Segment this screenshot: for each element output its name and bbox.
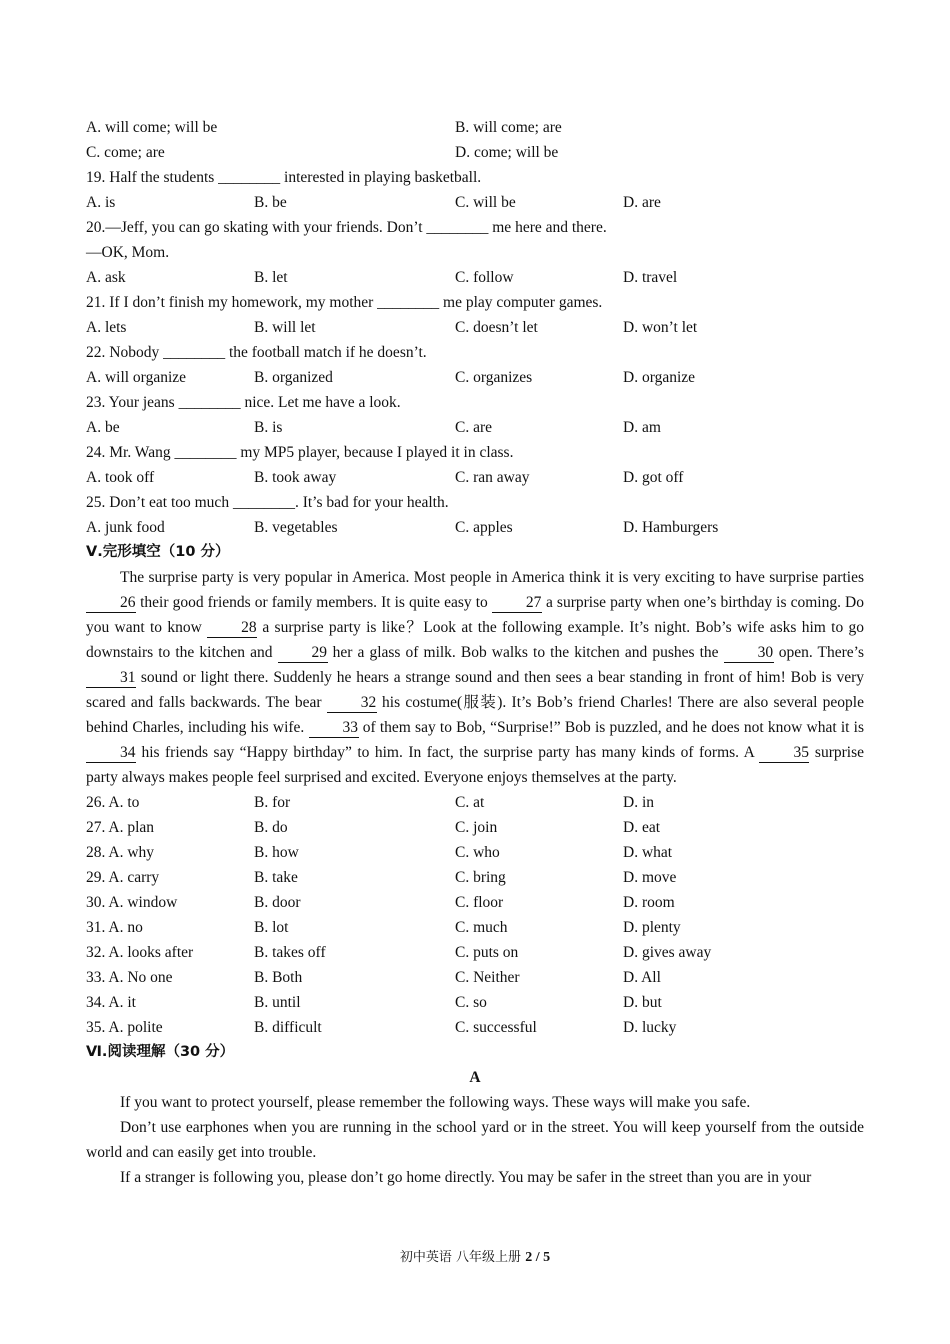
option: B. took away [254,469,337,486]
footer-text: 初中英语 八年级上册 [399,1250,526,1265]
answer-blank: 26 [86,594,136,613]
option: A. lets [86,319,127,336]
option: C. who [455,844,500,861]
option: C. doesn’t let [455,319,538,336]
answer-blank: 32 [327,694,377,713]
question-stem: 23. Your jeans ________ nice. Let me have a look. [86,394,401,411]
option: 30. A. window [86,894,178,911]
option: C. join [455,819,498,836]
passage-text: open. There’s [773,644,864,661]
section-title-reading: Ⅵ.阅读理解（30 分） [86,1044,235,1060]
option: A. ask [86,269,126,286]
option: D. in [623,794,654,811]
cloze-options-row [86,965,864,990]
option: B. vegetables [254,519,338,536]
question-stem: 21. If I don’t finish my homework, my mother ________ me play computer games. [86,294,603,311]
option: B. lot [254,919,289,936]
option: 27. A. plan [86,819,155,836]
option: B. be [254,194,287,211]
section-title-cloze: Ⅴ.完形填空（10 分） [86,544,230,560]
answer-blank: 35 [759,744,809,763]
option: B. let [254,269,288,286]
option: B. difficult [254,1019,322,1036]
passage-text: her a glass of milk. Bob walks to the kitchen and pushes the [327,644,724,661]
passage-text: of them say to Bob, “Surprise!” Bob is puzzled, and he does not know what it is [358,719,864,736]
option: D. move [623,869,677,886]
option: 35. A. polite [86,1019,163,1036]
option: C. will be [455,194,516,211]
answer-blank: 30 [724,644,774,663]
option: C. successful [455,1019,537,1036]
option: C. are [455,419,493,436]
option: 33. A. No one [86,969,173,986]
q18-options-row-2 [86,140,864,165]
option: A. be [86,419,120,436]
option: B. takes off [254,944,326,961]
cloze-options-row [86,815,864,840]
option: C. follow [455,269,514,286]
page-footer [0,1246,950,1266]
question-options [86,315,864,340]
option: 26. A. to [86,794,140,811]
option: 29. A. carry [86,869,160,886]
question-stem: 24. Mr. Wang ________ my MP5 player, because I played it in class. [86,444,514,461]
option: D. but [623,994,662,1011]
answer-blank: 34 [86,744,136,763]
option: B. do [254,819,288,836]
option: D. what [623,844,673,861]
option: D. plenty [623,919,681,936]
option: C. floor [455,894,504,911]
option: D. won’t let [623,319,698,336]
option: D. are [623,194,661,211]
question-stem: 25. Don’t eat too much ________. It’s bad for your health. [86,494,449,511]
passage-text: surprise party always makes people feel surprised and excited. Everyone enjoys themselves at the party. [86,744,864,786]
option: B. for [254,794,291,811]
question-stem: 19. Half the students ________ interested in playing basketball. [86,169,482,186]
q18-options-row-1 [86,115,864,140]
option: D. come; will be [455,144,559,161]
option: D. eat [623,819,661,836]
cloze-options-row [86,940,864,965]
option: C. Neither [455,969,520,986]
passage-label: A [469,1069,481,1086]
option: B. door [254,894,301,911]
cloze-options-row [86,865,864,890]
option: D. room [623,894,675,911]
option: B. take [254,869,298,886]
question-options [86,190,864,215]
option: 34. A. it [86,994,136,1011]
option: C. so [455,994,487,1011]
option: C. bring [455,869,506,886]
cloze-options-row [86,790,864,815]
option: D. Hamburgers [623,519,719,536]
option: B. will let [254,319,316,336]
option: 28. A. why [86,844,155,861]
option: C. apples [455,519,513,536]
option: C. organizes [455,369,533,386]
option: C. much [455,919,508,936]
option: A. is [86,194,116,211]
passage-text: their good friends or family members. It is quite easy to [136,594,492,611]
option: D. lucky [623,1019,677,1036]
option: D. gives away [623,944,712,961]
option: D. travel [623,269,678,286]
cloze-options-row [86,890,864,915]
passage-text: his costume(服装). It’s Bob’s friend Charles! There are also several people behind Charles, including his wife. [86,694,864,736]
passage-text: a surprise party is like？Look at the following example. It’s night. Bob’s wife asks him to go downstairs to the kitchen and [86,619,864,661]
option: B. until [254,994,301,1011]
passage-text: sound or light there. Suddenly he hears a strange sound and then sees a bear standing in front of him! Bob is very scared and falls backwards. The bear [86,669,864,711]
question-options [86,415,864,440]
option: A. will come; will be [86,119,218,136]
cloze-options-row [86,840,864,865]
passage-text: his friends say “Happy birthday” to him. In fact, the surprise party has many kinds of forms. A [136,744,760,761]
option: B. will come; are [455,119,562,136]
answer-blank: 29 [278,644,328,663]
option: D. got off [623,469,684,486]
page-number: 2 / 5 [525,1250,551,1265]
option: B. Both [254,969,303,986]
question-options [86,365,864,390]
cloze-options-row [86,915,864,940]
option: B. how [254,844,299,861]
cloze-passage [86,565,864,790]
exam-page [86,115,864,1190]
option: A. will organize [86,369,187,386]
answer-blank: 33 [309,719,359,738]
reading-paragraph: If a stranger is following you, please don’t go home directly. You may be safer in the street than you are in your [120,1169,812,1186]
option: A. took off [86,469,155,486]
question-options [86,465,864,490]
answer-blank: 28 [207,619,257,638]
reading-paragraph: Don’t use earphones when you are running in the school yard or in the street. You will keep yourself from the outside world and can easily get into trouble. [86,1119,864,1161]
cloze-options-row [86,1015,864,1040]
question-stem-reply: —OK, Mom. [86,244,170,261]
option: C. come; are [86,144,165,161]
question-stem: 20.—Jeff, you can go skating with your friends. Don’t ________ me here and there. [86,219,607,236]
question-options [86,265,864,290]
question-options [86,515,864,540]
option: 32. A. looks after [86,944,194,961]
option: C. at [455,794,485,811]
answer-blank: 27 [492,594,542,613]
option: A. junk food [86,519,165,536]
answer-blank: 31 [86,669,136,688]
option: D. All [623,969,661,986]
question-stem: 22. Nobody ________ the football match if he doesn’t. [86,344,427,361]
option: B. is [254,419,283,436]
option: D. am [623,419,661,436]
option: B. organized [254,369,333,386]
option: C. puts on [455,944,519,961]
passage-text: a surprise party when one’s birthday is coming. Do you want to know [86,594,864,636]
option: C. ran away [455,469,530,486]
reading-paragraph: If you want to protect yourself, please remember the following ways. These ways will make you safe. [120,1094,751,1111]
cloze-options-row [86,990,864,1015]
option: D. organize [623,369,696,386]
passage-text: The surprise party is very popular in America. Most people in America think it is very exciting to have surprise parties [120,569,864,586]
option: 31. A. no [86,919,143,936]
